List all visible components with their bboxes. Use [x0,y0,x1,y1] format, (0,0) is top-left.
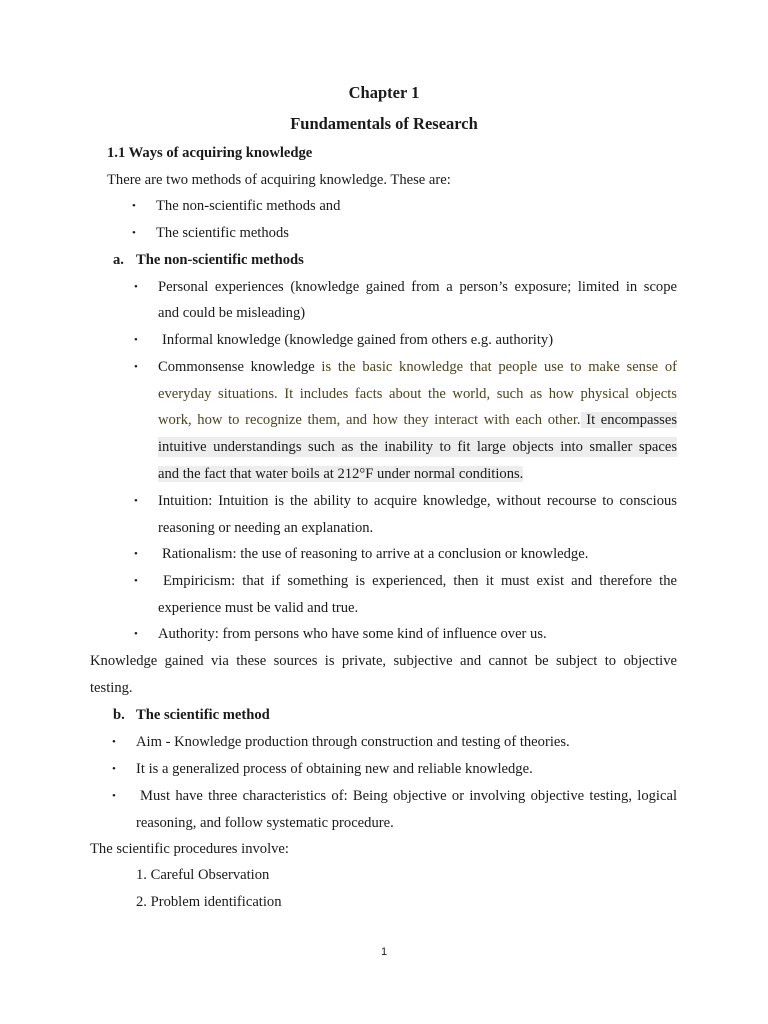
commonsense-term: Commonsense knowledge [158,359,322,375]
generalized-item: It is a generalized process of obtaining new and reliable knowledge. [136,761,533,777]
commonsense-line [158,410,677,430]
bullet-icon: • [134,281,138,293]
bullet-icon: • [134,361,138,373]
rationalism-item: Rationalism: the use of reasoning to arrive at a conclusion or knowledge. [162,546,589,562]
commonsense-plain-text: work, how to recognize them, and how they interact with each other. [158,412,581,428]
subsection-a-marker: a. [113,252,124,268]
characteristics-line: Must have three characteristics of: Being objective or involving objective testing, logical [140,788,677,804]
intro-text: There are two methods of acquiring knowledge. These are: [107,172,451,188]
empiricism-line: Empiricism: that if something is experienced, then it must exist and therefore the [163,573,677,589]
chapter-label: Chapter 1 [348,83,420,102]
intuition-line: reasoning or needing an explanation. [158,520,374,536]
intuition-line: Intuition: Intuition is the ability to acquire knowledge, without recourse to conscious [158,493,677,509]
bullet-icon: • [134,334,138,346]
commonsense-highlight: It encompasses [580,412,677,428]
knowledge-paragraph-line: testing. [90,680,133,696]
personal-experiences-line: and could be misleading) [158,305,306,321]
personal-experiences-line: Personal experiences (knowledge gained from a person’s exposure; limited in scope [158,279,677,295]
subsection-a-title: The non-scientific methods [136,252,304,268]
method-item: The non-scientific methods and [156,198,341,214]
page-number: 1 [380,946,388,958]
method-item: The scientific methods [156,225,289,241]
informal-knowledge: Informal knowledge (knowledge gained from others e.g. authority) [162,332,554,348]
procedure-item: 2. Problem identification [136,894,282,910]
commonsense-line: everyday situations. It includes facts about the world, such as how physical objects [158,386,677,402]
authority-item: Authority: from persons who have some kind of influence over us. [158,626,547,642]
commonsense-definition: is the basic knowledge that people use to make sense of [321,359,677,375]
subsection-b-title: The scientific method [136,707,270,723]
chapter-title: Fundamentals of Research [290,114,478,133]
commonsense-highlight: intuitive understandings such as the inability to fit large objects into smaller spaces [158,439,677,455]
commonsense-highlight-line [158,464,523,484]
bullet-icon: • [134,548,138,560]
commonsense-line [158,357,677,377]
bullet-icon: • [112,763,116,775]
commonsense-highlight: and the fact that water boils at 212°F under normal conditions. [158,466,524,482]
bullet-icon: • [134,628,138,640]
subsection-b-marker: b. [113,707,125,723]
bullet-icon: • [132,227,136,239]
bullet-icon: • [132,200,136,212]
bullet-icon: • [134,495,138,507]
empiricism-line: experience must be valid and true. [158,600,359,616]
knowledge-paragraph-line: Knowledge gained via these sources is private, subjective and cannot be subject to objective [90,653,677,669]
characteristics-line: reasoning, and follow systematic procedure. [136,815,394,831]
bullet-icon: • [112,736,116,748]
section-heading: 1.1 Ways of acquiring knowledge [107,145,313,161]
bullet-icon: • [134,575,138,587]
aim-item: Aim - Knowledge production through construction and testing of theories. [136,734,570,750]
procedure-item: 1. Careful Observation [136,867,270,883]
bullet-icon: • [112,790,116,802]
procedures-intro: The scientific procedures involve: [90,841,289,857]
